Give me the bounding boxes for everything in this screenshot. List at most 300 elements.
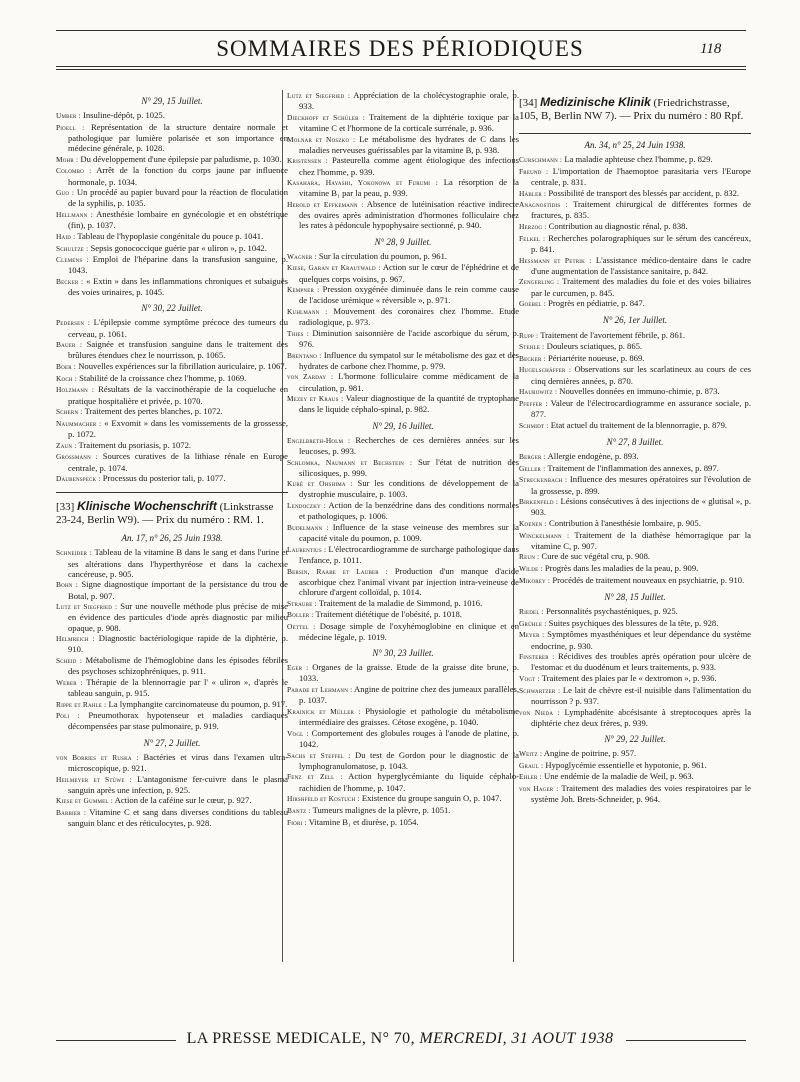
article-title: Sur la circulation du poumon, p. 961.	[318, 250, 448, 261]
author-name: Kiese et Gummel :	[56, 796, 113, 806]
article-entry	[519, 606, 751, 617]
journal-block-33	[56, 492, 288, 527]
article-title: Procédés de traitement nouveaux en psychiatrie, p. 910.	[552, 574, 745, 585]
article-title: Action de la caféine sur le cœur, p. 927.	[114, 795, 252, 806]
article-title: Progrès dans les maladies de la peau, p. 909.	[544, 563, 699, 574]
article-title: Sur l'état de nutrition des silicosiques, p. 999.	[299, 456, 519, 478]
article-title: Allergie endogène, p. 893.	[547, 451, 639, 462]
author-name: Vogl :	[287, 728, 309, 738]
author-name: Helmreich :	[56, 634, 95, 644]
article-entry	[519, 575, 751, 586]
article-entry	[287, 435, 519, 456]
author-name: Ehler :	[519, 772, 542, 782]
author-name: Barbier :	[56, 808, 87, 818]
article-entry	[287, 90, 519, 111]
article-entry	[56, 601, 288, 632]
article-entry	[519, 474, 751, 495]
author-name: Kuhlmann :	[287, 306, 328, 316]
author-name: Meyer :	[519, 630, 545, 640]
article-title: Diminution saisonnière de l'acide ascorbique du sérum, p. 976.	[299, 327, 519, 349]
article-title: Thérapie de la blennorragie par l' « uliron », d'après le tableau sanguin, p. 915.	[68, 676, 288, 698]
article-title: Lésions consécutives à des injections de « glutisal », p. 903.	[531, 496, 751, 518]
article-entry	[56, 418, 288, 439]
issue-heading: An. 34, n° 25, 24 Juin 1938.	[584, 140, 686, 150]
article-title: Du test de Gordon pour le diagnostic de la lymphogranulomatose, p. 1043.	[299, 749, 519, 771]
article-title: Traitement des maladies des voies respiratoires par le système Joh. Brets-Schneider, p. 964.	[531, 782, 751, 805]
author-name: Habler :	[519, 188, 547, 198]
article-entry	[56, 276, 288, 297]
entry-list	[56, 752, 288, 829]
article-title: Le métabolisme des hydrates de C dans les maladies nerveuses guérissables par la vitamine B, p. 938.	[299, 133, 520, 155]
article-entry	[287, 805, 519, 816]
article-title: Mouvement des coronaires chez l'homme. Etude radiologique, p. 973.	[299, 305, 520, 328]
journal-number: [33]	[56, 501, 75, 514]
article-title: Angine de poitrine, p. 957.	[543, 747, 637, 758]
author-name: Pfeffer :	[519, 398, 548, 408]
article-entry	[519, 233, 751, 254]
author-name: Kasahara, Hayashi, Yokonowa et Furumi :	[287, 178, 438, 188]
article-title: Cure de suc végétal cru, p. 908.	[541, 551, 651, 562]
article-entry	[56, 361, 288, 372]
article-entry	[56, 406, 288, 417]
article-title: Traitement des pertes blanches, p. 1072.	[84, 406, 223, 417]
article-entry	[56, 231, 288, 242]
article-title: L'hormone folliculaire comme médicament de la circulation, p. 981.	[299, 371, 519, 393]
entry-list	[519, 748, 751, 804]
author-name: Lutz et Siegfried :	[56, 602, 118, 612]
article-title: L'antagonisme fer-cuivre dans le plasma sanguin après une infection, p. 925.	[68, 773, 288, 795]
author-name: Streckenbach :	[519, 475, 568, 485]
article-entry	[287, 112, 519, 133]
issue-heading: N° 29, 16 Juillet.	[372, 420, 434, 431]
author-name: Herold et Effkemann :	[287, 200, 364, 210]
article-entry	[519, 420, 751, 431]
article-entry	[287, 598, 519, 609]
article-title: Sur les conditions de développement de la dystrophie musculaire, p. 1003.	[299, 478, 519, 500]
article-title: Un procédé au papier buvard pour la réaction de floculation de la syphilis, p. 1035.	[68, 187, 288, 209]
article-entry	[519, 651, 751, 672]
article-entry	[519, 783, 751, 804]
author-name: Bohn :	[56, 580, 79, 590]
author-name: Graul :	[519, 760, 544, 770]
article-entry	[287, 609, 519, 620]
article-title: Vitamine C et sang dans diverses conditions du tableau sanguin blanc et des réticulocytes, p. 928.	[68, 807, 288, 829]
article-entry	[519, 530, 751, 551]
article-title: Le lait de chèvre est-il nuisible dans l'alimentation du nourrisson ? p. 937.	[531, 684, 751, 706]
article-entry	[287, 500, 519, 521]
issue-heading: N° 26, 1er Juillet.	[602, 315, 668, 326]
article-entry	[287, 177, 519, 198]
article-title: Physiologie et pathologie du métabolisme intermédiaire des graisses. Cétose exogène, p. 1040.	[299, 705, 519, 728]
author-name: Wilde :	[519, 564, 543, 574]
author-name: Kiese, Garan et Krautwald :	[287, 263, 381, 273]
article-entry	[56, 633, 288, 654]
article-title: Tableau de l'hypoplasie congénitale du pouce p. 1041.	[77, 230, 264, 241]
article-entry	[519, 276, 751, 297]
article-entry	[56, 677, 288, 698]
author-name: Becker :	[56, 277, 84, 286]
article-entry	[56, 339, 288, 360]
article-title: Action sur le cœur de l'éphédrine et de quelques corps voisins, p. 967.	[299, 262, 519, 284]
footer-rule-right	[626, 1040, 746, 1041]
article-title: Arrêt de la fonction du corps jaune par influence hormonale, p. 1034.	[68, 165, 288, 187]
author-name: Mikorey :	[519, 575, 551, 585]
author-name: Haid :	[56, 231, 76, 241]
article-title: « Exvomit » dans les vomissements de la grossesse, p. 1072.	[68, 417, 288, 440]
author-name: Schern :	[56, 407, 83, 417]
header-top-rule	[56, 30, 746, 31]
author-name: von Hager :	[519, 783, 559, 793]
article-title: Traitement diététique de l'obésité, p. 1018.	[315, 609, 462, 620]
article-entry	[519, 330, 751, 341]
article-title: Tableau de la vitamine B dans le sang et dans l'urine et ses altérations dans l'hyperthyréose et dans la cachexie cancéreuse, p. 905.	[68, 547, 288, 579]
article-title: Observations sur les scarlatineux au cours de ces cinq dernières années, p. 870.	[531, 364, 752, 386]
journal-address: (Friedrichstrasse, 105, B, Berlin NW 7). — Prix du numéro : 80 Rpf.	[519, 97, 744, 122]
article-entry	[287, 457, 519, 478]
author-name: Naummacher :	[56, 418, 102, 428]
article-title: Traitement des plaies par le « dextromon », p. 936.	[541, 673, 717, 684]
article-entry	[519, 551, 751, 562]
article-title: La résorption de la vitamine B₁ par la peau, p. 939.	[299, 177, 519, 199]
author-name: Boer :	[56, 362, 77, 372]
article-title: Suites psychiques des blessures de la tête, p. 928.	[548, 617, 719, 628]
header-bottom-rule-2	[56, 69, 746, 70]
article-entry	[56, 373, 288, 384]
article-title: Production d'un manque d'acide ascorbique chez l'animal vivant par injection intra-veineuse de chlorure d'argent colloïdal, p. 1014.	[299, 565, 519, 597]
author-name: Clemens :	[56, 255, 89, 265]
article-entry	[287, 706, 519, 727]
article-title: Possibilité de transport des blessés par accident, p. 832.	[548, 187, 740, 198]
article-title: Existence du groupe sanguin O, p. 1047.	[361, 793, 502, 804]
article-title: Nouvelles expériences sur la fibrillation auriculaire, p. 1067.	[78, 361, 287, 372]
article-entry	[56, 710, 288, 731]
entry-list	[287, 90, 519, 231]
author-name: Pedersen :	[56, 318, 90, 328]
article-title: Valeur de l'électrocardiogramme en assurance sociale, p. 877.	[531, 397, 751, 420]
column-3	[519, 90, 751, 805]
article-entry	[287, 684, 519, 705]
issue-heading: N° 30, 23 Juillet.	[372, 648, 434, 659]
author-name: Anagnostidis :	[519, 200, 568, 210]
author-name: Lendoczky :	[287, 501, 326, 511]
article-entry	[56, 254, 288, 275]
author-name: von Nieda :	[519, 707, 560, 717]
author-name: Holzmann :	[56, 385, 95, 395]
author-name: Goebel :	[519, 299, 546, 309]
article-title: Emploi de l'héparine dans la transfusion sanguine, p. 1043.	[68, 254, 288, 276]
article-title: Traitement chirurgical de différentes formes de fractures, p. 835.	[531, 199, 751, 221]
article-title: Nouvelles données en immuno-chimie, p. 873.	[559, 386, 720, 397]
article-entry	[519, 771, 751, 782]
author-name: Molnar et Noszko :	[287, 134, 356, 144]
author-name: Krainick et Müller :	[287, 706, 361, 716]
article-entry	[287, 621, 519, 642]
author-name: Riedel :	[519, 607, 544, 617]
article-title: Angine de poitrine chez des jumeaux parallèles, p. 1037.	[299, 684, 519, 706]
article-entry	[56, 187, 288, 208]
author-name: Grossmann :	[56, 452, 98, 462]
article-title: Hypoglycémie essentielle et hypotonie, p. 961.	[545, 759, 707, 770]
journal-heading	[56, 500, 288, 527]
article-entry	[519, 563, 751, 574]
entry-list	[56, 317, 288, 484]
entry-list	[287, 251, 519, 415]
article-title: Action de la benzédrine dans des conditions normales et pathologiques, p. 1006.	[299, 500, 519, 522]
author-name: Haurowitz :	[519, 387, 558, 397]
author-name: Hirshfeld et Kostuch :	[287, 794, 360, 804]
author-name: Zengerling :	[519, 277, 560, 287]
author-name: Eger :	[287, 663, 309, 673]
author-name: Reun :	[519, 552, 540, 562]
article-entry	[519, 386, 751, 397]
author-name: Grühle :	[519, 618, 547, 628]
article-title: Diagnostic bactériologique rapide de la diphtérie, p. 910.	[68, 633, 289, 655]
article-title: Comportement des globules rouges à l'anode de platine, p. 1042.	[299, 727, 520, 749]
article-title: Récidives des troubles après opération pour ulcère de l'estomac et du duodénum et leurs traitements, p. 933.	[531, 651, 751, 673]
article-entry	[56, 243, 288, 254]
author-name: Boller :	[287, 610, 314, 620]
author-name: Schultze :	[56, 243, 89, 253]
article-entry	[519, 496, 751, 517]
article-title: Sur une nouvelle méthode plus précise de mise en évidence des particules d'iode après diagnostic par milieu opaque, p. 908.	[68, 601, 289, 633]
article-title: Absence de lutéinisation réactive indirecte des ovaires après administration d'hormones folliculaire chez les rates à pédoncule hypophysaire sectionné, p. 940.	[299, 199, 519, 231]
article-entry	[519, 707, 751, 728]
author-name: Kristensen :	[287, 156, 328, 166]
article-title: Processus du posterior tali, p. 1077.	[102, 473, 226, 484]
article-entry	[56, 209, 288, 230]
author-name: Hellmann :	[56, 210, 94, 220]
article-title: Lymphadénite abcésisante à streptocoques après la diphtérie chez deux frères, p. 939.	[531, 706, 752, 728]
article-title: Recherches polarographiques sur le sérum des cancéreux, p. 841.	[531, 232, 751, 254]
article-entry	[56, 317, 288, 338]
author-name: Weitz :	[519, 748, 543, 758]
article-title: Résultats de la vaccinothérapie de la coqueluche en pratique hospitalière et privée, p. 1070.	[68, 384, 288, 406]
article-entry	[56, 795, 288, 806]
article-title: Organes de la graisse. Etude de la graisse dite brune, p. 1033.	[299, 662, 519, 684]
author-name: von Borries et Ruska :	[56, 752, 139, 762]
article-entry	[519, 760, 751, 771]
issue-heading: N° 27, 8 Juillet.	[606, 436, 664, 447]
article-entry	[287, 478, 519, 499]
article-title: Représentation de la structure dentaire normale et pathologique par lumière polarisée et son importance en médecine générale, p. 1028.	[68, 121, 288, 154]
article-title: Influence de la stase veineuse des membres sur la capacité vitale du poumon, p. 1009.	[299, 521, 519, 544]
author-name: Schmidt :	[519, 420, 549, 430]
article-entry	[287, 662, 519, 683]
author-name: Thies :	[287, 328, 310, 338]
author-name: Umber :	[56, 111, 81, 121]
article-title: Influence des mesures opératoires sur l'évolution de la grossesse, p. 899.	[531, 474, 751, 496]
article-title: Sepsis gonococcique guérie par « uliron », p. 1042.	[90, 242, 267, 253]
article-entry	[56, 473, 288, 484]
author-name: Bauer :	[56, 340, 83, 350]
article-entry	[287, 393, 519, 414]
author-name: Poli :	[56, 711, 80, 721]
article-entry	[519, 518, 751, 529]
article-entry	[287, 544, 519, 565]
article-entry	[519, 255, 751, 276]
journal-name: Medizinische Klinik	[540, 95, 651, 109]
author-name: Engelbreth-Holm :	[287, 435, 351, 445]
article-title: Contribution à l'anesthésie lombaire, p. 905.	[548, 518, 701, 528]
column-1	[56, 90, 288, 829]
article-entry	[287, 306, 519, 327]
footer-journal: LA PRESSE MEDICALE, N° 70,	[186, 1030, 415, 1047]
article-entry	[56, 165, 288, 186]
author-name: Mohr :	[56, 154, 79, 164]
article-title: Symptômes myasthéniques et leur dépendance du système endocrine, p. 930.	[531, 629, 751, 651]
article-title: Traitement de la maladie de Simmond, p. 1016.	[318, 597, 483, 608]
article-title: Recherches de ces dernières années sur les leucoses, p. 993.	[299, 434, 519, 456]
article-title: Etat actuel du traitement de la blennorragie, p. 879.	[550, 419, 728, 430]
article-title: Douleurs sciatiques, p. 865.	[546, 341, 643, 352]
author-name: Schwartzer :	[519, 685, 561, 695]
author-name: Fenz et Zell :	[287, 772, 343, 782]
author-name: Herzog :	[519, 222, 547, 232]
article-entry	[56, 807, 288, 828]
column-2	[287, 90, 519, 828]
article-title: Appréciation de la cholécystographie orale, p. 933.	[299, 90, 519, 112]
article-entry	[287, 251, 519, 262]
article-title: La lymphangite carcinomateuse du poumon, p. 917.	[108, 698, 288, 709]
author-name: Laurentius :	[287, 544, 327, 554]
author-name: Vogt :	[519, 674, 540, 684]
author-name: Zaun :	[56, 440, 77, 450]
article-entry	[56, 440, 288, 451]
article-entry	[287, 522, 519, 543]
article-title: Une endémie de la maladie de Weil, p. 963.	[544, 771, 694, 782]
author-name: Hugelschäffer :	[519, 365, 572, 375]
article-entry	[287, 793, 519, 804]
entry-list	[287, 662, 519, 827]
author-name: Mezey et Kraus :	[287, 394, 344, 404]
author-name: Colombo :	[56, 166, 92, 176]
journal-heading	[519, 96, 751, 123]
article-entry	[519, 618, 751, 629]
article-entry	[287, 817, 519, 828]
article-title: Bactéries et virus dans l'examen ultra-microscopique, p. 921.	[68, 751, 289, 773]
author-name: Daubenspeck :	[56, 474, 101, 484]
author-name: Bersin, Raabe et Lauber :	[287, 566, 388, 576]
journal-name: Klinische Wochenschrift	[77, 499, 217, 514]
author-name: Berger :	[519, 452, 546, 462]
article-entry	[519, 341, 751, 352]
author-name: Koenen :	[519, 519, 547, 528]
author-name: Felkel :	[519, 233, 546, 243]
author-name: Finsterer :	[519, 652, 555, 662]
article-title: Pneumothorax hypotenseur et maladies cardiaques décompensées par stase pulmonaire, p. 919.	[68, 710, 288, 732]
author-name: Curschmann :	[519, 155, 563, 165]
article-entry	[519, 364, 751, 385]
issue-heading: N° 29, 15 Juillet.	[141, 96, 203, 106]
article-title: Vitamine B₁ et diurèse, p. 1054.	[308, 816, 419, 827]
author-name: Rupp :	[519, 330, 539, 340]
article-title: Traitement du psoriasis, p. 1072.	[78, 439, 192, 450]
article-entry	[519, 154, 751, 165]
issue-heading: N° 28, 9 Juillet.	[374, 236, 432, 247]
author-name: Becker :	[519, 353, 546, 363]
article-entry	[56, 122, 288, 153]
entry-list	[56, 547, 288, 731]
article-title: Influence du sympatol sur le métabolisme des gaz et des hydrates de carbone chez l'homme, p. 979.	[299, 349, 519, 371]
journal-number: [34]	[519, 97, 538, 109]
article-entry	[287, 134, 519, 155]
article-entry	[287, 262, 519, 283]
article-title: L'électrocardiogramme de surcharge pathologique dans l'enfance, p. 1011.	[299, 543, 519, 565]
author-name: Geller :	[519, 463, 546, 473]
entry-list	[519, 606, 751, 728]
author-name: Bantz :	[287, 805, 311, 815]
entry-list	[287, 435, 519, 642]
entry-list	[519, 451, 751, 586]
author-name: Fiori :	[287, 817, 307, 827]
article-entry	[56, 579, 288, 600]
author-name: Parade et Lehmann :	[287, 685, 353, 695]
author-name: Koch :	[56, 373, 77, 383]
article-entry	[287, 371, 519, 392]
issue-heading: N° 27, 2 Juillet.	[143, 737, 201, 748]
author-name: Dieckhoff et Schüler :	[287, 112, 365, 122]
author-name: Brentano :	[287, 350, 322, 360]
article-title: L'importation de l'haemoptoe parasitaria vers l'Europe centrale, p. 831.	[531, 165, 751, 187]
article-title: Signe diagnostique important de la persistance du trou de Botal, p. 907.	[68, 579, 288, 601]
author-name: Schlomka, Naumann et Bechstein :	[287, 457, 413, 467]
issue-heading: N° 30, 22 Juillet.	[141, 303, 203, 314]
article-title: Pasteurella comme agent étiologique des infections chez l'homme, p. 939.	[299, 155, 519, 177]
article-title: Traitement de l'avortement fébrile, p. 861.	[540, 329, 686, 340]
article-entry	[287, 155, 519, 176]
article-title: Tumeurs malignes de la plèvre, p. 1051.	[312, 804, 451, 815]
author-name: Scheid :	[56, 656, 83, 666]
article-title: Sources curatives de la lithiase rénale en Europe centrale, p. 1074.	[68, 451, 288, 473]
article-entry	[519, 463, 751, 474]
author-name: Stehle :	[519, 342, 545, 352]
author-name: Straube :	[287, 598, 317, 608]
article-entry	[56, 451, 288, 472]
article-title: Progrès en pédiatrie, p. 847.	[548, 298, 645, 309]
article-title: L'épilepsie comme symptôme précoce des tumeurs du cerveau, p. 1061.	[68, 317, 289, 339]
article-entry	[519, 673, 751, 684]
article-title: Traitement de la diphtérie toxique par la vitamine C et l'hormone de la corticale surrénale, p. 936.	[299, 111, 519, 133]
journal-block-34	[519, 96, 751, 134]
author-name: Oettel :	[287, 621, 316, 631]
article-entry	[519, 398, 751, 419]
author-name: Lutz et Siegfried :	[287, 91, 351, 100]
article-title: Insuline-dépôt, p. 1025.	[82, 110, 165, 121]
article-title: Du développement d'une épilepsie par paludisme, p. 1030.	[80, 153, 282, 164]
article-title: Anesthésie lombaire en gynécologie et en obstétrique (fin), p. 1037.	[68, 209, 288, 231]
article-entry	[56, 384, 288, 405]
author-name: Kuré et Ohshima :	[287, 479, 353, 489]
header-bottom-rule	[56, 66, 746, 67]
article-entry	[519, 629, 751, 650]
article-entry	[519, 451, 751, 462]
page-number: 118	[700, 41, 722, 57]
article-entry	[287, 566, 519, 597]
article-entry	[519, 199, 751, 220]
author-name: Hessmann et Petrik :	[519, 255, 592, 265]
article-title: Métabolisme de l'hémoglobine dans les épisodes fébriles des psychoses schizophréniques, p. 911.	[68, 655, 289, 677]
author-name: Sachs et Steffel :	[287, 750, 351, 760]
article-title: Dosage simple de l'oxyhémoglobine en clinique et en médecine légale, p. 1019.	[299, 620, 519, 642]
article-title: Traitement de la diathèse hémorragique par la vitamine C, p. 907.	[531, 529, 751, 551]
article-entry	[56, 752, 288, 773]
author-name: Weber :	[56, 677, 83, 687]
author-name: Schneider :	[56, 548, 92, 558]
author-name: Birkenfeld :	[519, 497, 559, 507]
footer-date: MERCREDI, 31 AOUT 1938	[419, 1030, 614, 1047]
article-entry	[519, 166, 751, 187]
article-entry	[56, 547, 288, 578]
